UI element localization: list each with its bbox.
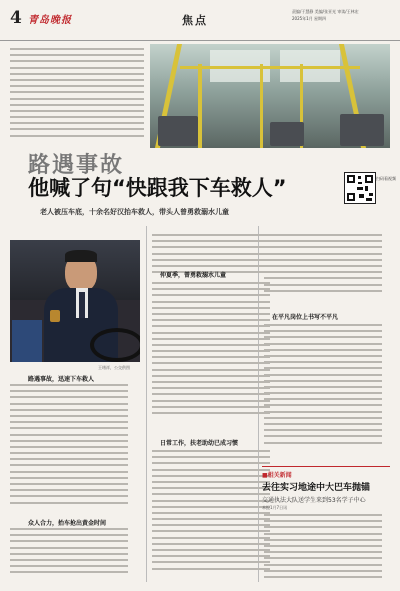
masthead-meta bbox=[292, 8, 390, 22]
subhead-3: 仲夏季，曾勇救溺水儿童 bbox=[160, 272, 227, 279]
paper-name: 青岛晚报 bbox=[28, 15, 72, 26]
related-subtitle: 交通执法大队送学生来到53名学子中心 bbox=[262, 497, 366, 504]
headline-main: 他喊了句“快跟我下车救人” bbox=[28, 176, 287, 200]
qr-code-icon[interactable] bbox=[344, 172, 376, 204]
meta-date: 2025年1月 星期四 bbox=[292, 16, 326, 21]
related-byline: 本报1月7日讯 bbox=[262, 505, 288, 510]
col2-text-b bbox=[152, 282, 270, 418]
lead-paragraph-block bbox=[10, 48, 144, 142]
col3-text-c bbox=[264, 514, 382, 582]
driver-portrait-photo bbox=[10, 240, 140, 362]
portrait-caption: 王绪祥，公交供图 bbox=[98, 365, 130, 370]
subhead-4: 日常工作，扶老助幼已成习惯 bbox=[160, 440, 239, 447]
related-title: 去往实习地途中大巴车抛锚 bbox=[262, 483, 371, 493]
headline-deck: 老人被压车底，十余名好汉抬车救人，带头人曾勇救溺水儿童 bbox=[40, 208, 229, 216]
qr-label: 扫码看视频 bbox=[376, 176, 396, 181]
col1-text-a bbox=[10, 384, 128, 508]
headline-kicker: 路遇事故 bbox=[28, 152, 125, 178]
col3-text-a bbox=[264, 234, 382, 296]
meta-editors: 责编/于慧静 美编/张亚光 审读/王林宏 bbox=[292, 9, 359, 14]
column-rule-1 bbox=[146, 226, 147, 582]
subhead-5: 在平凡岗位上书写不平凡 bbox=[272, 314, 339, 321]
subhead-1: 路遇事故，迅速下车救人 bbox=[28, 376, 95, 383]
bus-interior-photo bbox=[150, 44, 390, 148]
col3-text-b bbox=[264, 324, 382, 448]
col1-text-b bbox=[10, 528, 128, 578]
related-tag: ■相关新闻 bbox=[262, 472, 292, 479]
col2-text-c bbox=[152, 450, 270, 574]
subhead-2: 众人合力，抬车抢出黄金时间 bbox=[28, 520, 107, 527]
section-title: 焦点 bbox=[182, 14, 208, 27]
related-rule bbox=[262, 466, 390, 467]
page-number: 4 bbox=[10, 8, 22, 28]
masthead bbox=[0, 0, 400, 41]
